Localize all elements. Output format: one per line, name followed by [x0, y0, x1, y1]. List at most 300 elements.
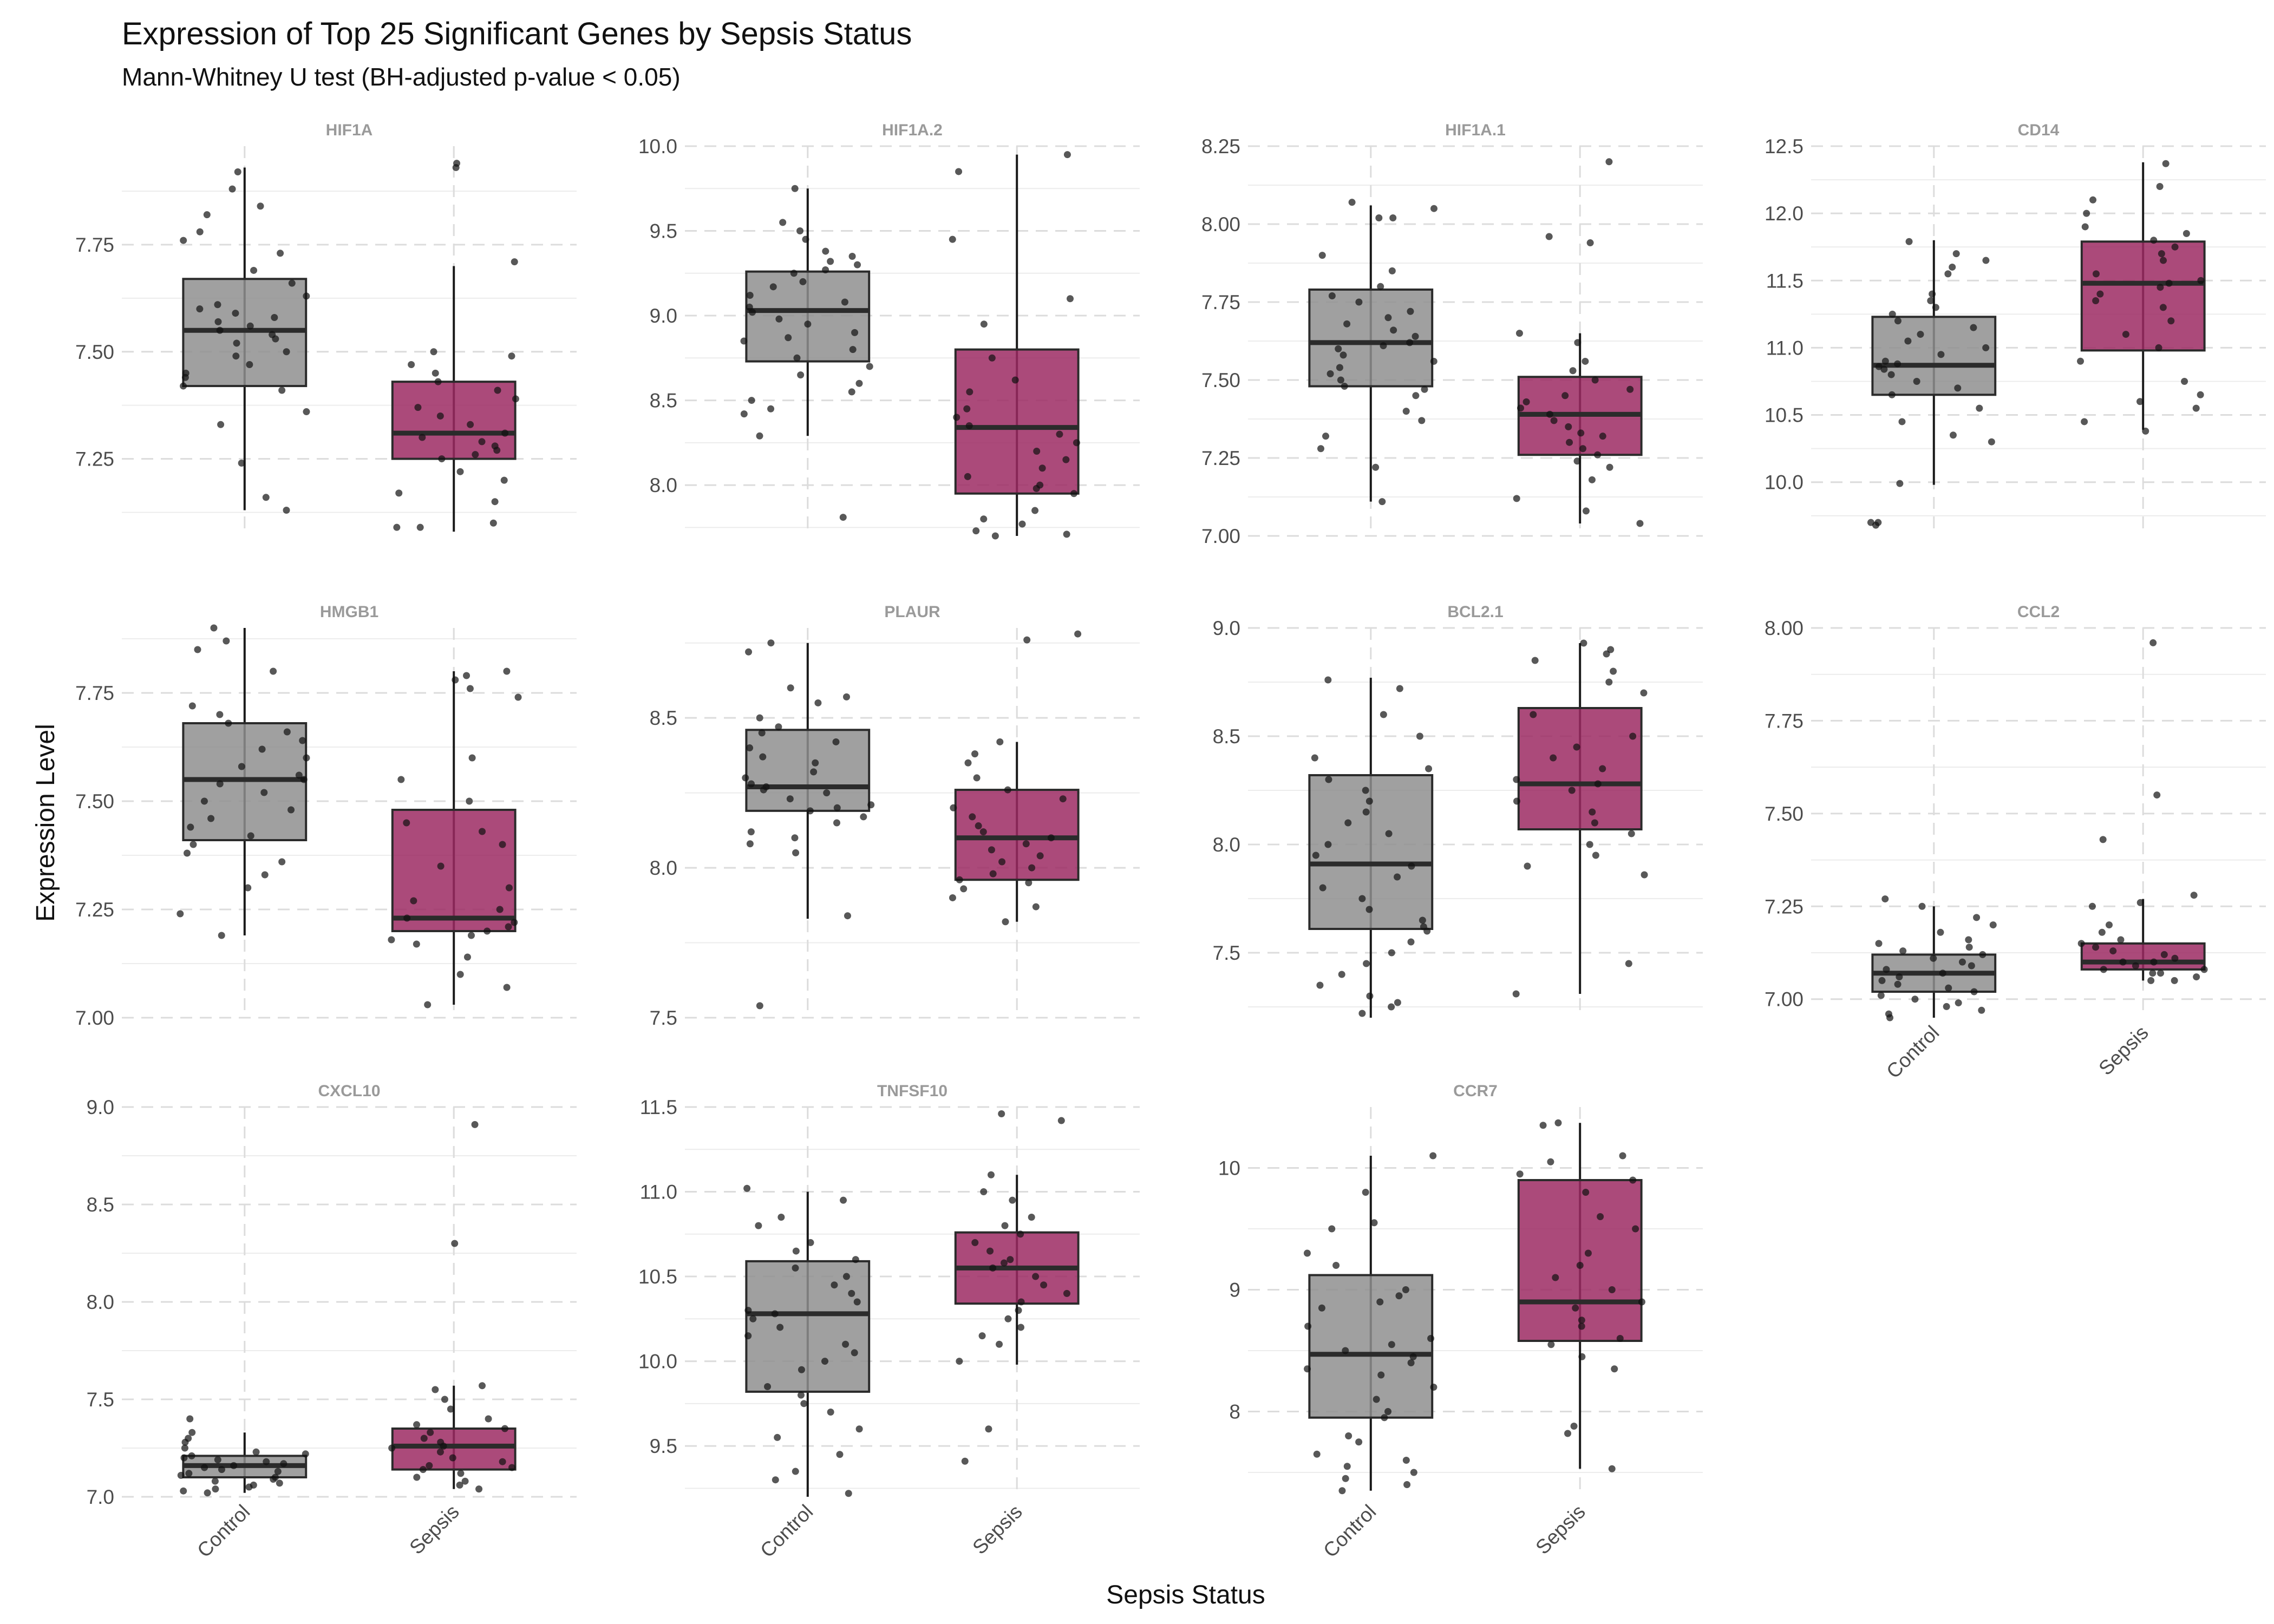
- data-point: [212, 1478, 219, 1485]
- data-point: [1344, 820, 1351, 827]
- data-point: [1982, 344, 1989, 351]
- data-point: [303, 292, 310, 299]
- data-point: [1039, 464, 1046, 472]
- chart-title: Expression of Top 25 Significant Genes by Sepsis Status: [122, 16, 912, 51]
- data-point: [848, 1290, 855, 1297]
- data-point: [1532, 657, 1539, 664]
- box-control: [746, 730, 869, 811]
- data-point: [413, 1421, 420, 1428]
- data-point: [851, 329, 858, 336]
- data-point: [992, 533, 999, 540]
- data-point: [1403, 1481, 1410, 1488]
- data-point: [1375, 214, 1382, 221]
- data-point: [218, 932, 225, 939]
- data-point: [1344, 1463, 1351, 1470]
- data-point: [300, 776, 308, 783]
- data-point: [996, 1341, 1003, 1348]
- data-point: [2083, 210, 2090, 217]
- data-point: [230, 1462, 237, 1469]
- data-point: [980, 1188, 987, 1195]
- data-point: [185, 1470, 192, 1477]
- data-point: [414, 404, 421, 411]
- data-point: [1965, 937, 1972, 944]
- data-point: [432, 370, 439, 377]
- y-tick-label: 9.5: [649, 1435, 677, 1458]
- data-point: [214, 318, 221, 325]
- data-point: [2191, 892, 2198, 899]
- data-point: [299, 737, 306, 744]
- data-point: [421, 1435, 428, 1442]
- data-point: [836, 1451, 843, 1458]
- data-point: [1410, 1469, 1417, 1476]
- x-tick-label: Sepsis: [405, 1500, 463, 1559]
- data-point: [437, 863, 445, 870]
- data-point: [796, 227, 803, 234]
- data-point: [998, 859, 1005, 866]
- data-point: [1327, 370, 1334, 377]
- data-point: [217, 421, 224, 428]
- data-point: [953, 414, 960, 421]
- data-point: [998, 1110, 1005, 1117]
- data-point: [1324, 841, 1331, 848]
- data-point: [840, 514, 847, 521]
- data-point: [1574, 339, 1581, 346]
- data-point: [1513, 495, 1520, 502]
- data-point: [1396, 1292, 1403, 1299]
- data-point: [2160, 304, 2167, 311]
- data-point: [1638, 1299, 1645, 1306]
- data-point: [238, 763, 245, 770]
- data-point: [827, 1409, 834, 1416]
- data-point: [1937, 929, 1944, 936]
- data-point: [217, 781, 224, 788]
- facet-panel-cd14: [1765, 121, 2266, 536]
- data-point: [749, 1315, 756, 1322]
- data-point: [1589, 809, 1596, 816]
- data-point: [464, 954, 471, 961]
- data-point: [1889, 391, 1896, 398]
- y-tick-label: 12.0: [1764, 202, 1803, 225]
- data-point: [1554, 1119, 1561, 1127]
- data-point: [748, 828, 755, 835]
- data-point: [1971, 988, 1978, 996]
- data-point: [854, 261, 861, 269]
- data-point: [1319, 252, 1326, 259]
- data-point: [798, 1366, 805, 1373]
- data-point: [1004, 1315, 1011, 1322]
- data-point: [848, 388, 855, 395]
- data-point: [214, 301, 221, 308]
- data-point: [1896, 480, 1903, 487]
- y-tick-label: 11.5: [639, 1096, 677, 1118]
- data-point: [1517, 1170, 1524, 1177]
- data-point: [1019, 521, 1026, 528]
- data-point: [280, 1460, 287, 1467]
- y-tick-label: 9.0: [86, 1096, 114, 1118]
- data-point: [483, 928, 491, 935]
- data-point: [1025, 879, 1032, 886]
- data-point: [1950, 431, 1957, 438]
- data-point: [424, 1001, 431, 1009]
- data-point: [303, 755, 310, 762]
- facet-strip-label: CCL2: [2017, 603, 2060, 621]
- data-point: [971, 1239, 978, 1246]
- data-point: [756, 1002, 763, 1009]
- data-point: [787, 795, 794, 802]
- data-point: [2120, 959, 2127, 966]
- data-point: [759, 754, 766, 761]
- data-point: [438, 455, 445, 462]
- data-point: [1540, 1122, 1547, 1129]
- data-point: [2171, 955, 2178, 962]
- data-point: [457, 971, 464, 978]
- data-point: [1968, 962, 1975, 970]
- data-point: [1377, 1372, 1384, 1379]
- data-point: [850, 346, 857, 353]
- data-point: [852, 1256, 859, 1263]
- data-point: [1017, 1324, 1024, 1331]
- data-point: [2089, 903, 2096, 910]
- data-point: [1578, 1317, 1585, 1324]
- data-point: [271, 314, 278, 321]
- data-point: [834, 804, 841, 811]
- data-point: [1603, 651, 1610, 658]
- data-point: [1388, 1004, 1395, 1011]
- data-point: [178, 1472, 185, 1479]
- y-tick-label: 8.5: [86, 1194, 114, 1216]
- data-point: [2100, 966, 2107, 973]
- data-point: [1312, 852, 1319, 859]
- data-point: [1937, 351, 1944, 358]
- data-point: [511, 919, 518, 926]
- data-point: [2132, 962, 2139, 970]
- data-point: [479, 1382, 486, 1389]
- y-tick-label: 7.25: [75, 899, 114, 921]
- data-point: [395, 489, 402, 496]
- data-point: [1878, 992, 1885, 999]
- y-tick-label: 7.5: [1212, 942, 1240, 964]
- data-point: [1966, 944, 1973, 951]
- data-point: [1317, 445, 1324, 452]
- data-point: [989, 1265, 996, 1272]
- data-point: [257, 202, 264, 209]
- data-point: [2157, 183, 2164, 190]
- data-point: [966, 388, 973, 395]
- data-point: [810, 768, 817, 775]
- data-point: [287, 807, 295, 814]
- data-point: [1416, 733, 1423, 740]
- data-point: [1574, 457, 1581, 464]
- data-point: [1048, 834, 1055, 841]
- data-point: [1571, 1423, 1578, 1430]
- data-point: [1913, 378, 1920, 385]
- data-point: [779, 219, 786, 226]
- data-point: [1418, 417, 1425, 424]
- data-point: [759, 729, 766, 736]
- data-point: [777, 1214, 785, 1221]
- data-point: [1032, 1273, 1039, 1280]
- data-point: [742, 774, 749, 781]
- data-point: [2142, 428, 2149, 435]
- y-tick-label: 7.00: [1764, 988, 1803, 1011]
- data-point: [2181, 378, 2188, 385]
- data-point: [2106, 921, 2113, 928]
- data-point: [499, 1458, 506, 1465]
- data-point: [985, 1425, 992, 1432]
- data-point: [393, 524, 400, 531]
- data-point: [214, 1456, 221, 1463]
- y-tick-label: 7.0: [86, 1486, 114, 1508]
- data-point: [1340, 351, 1347, 358]
- data-point: [1430, 358, 1437, 365]
- data-point: [774, 1434, 781, 1441]
- data-point: [1929, 291, 1936, 298]
- data-point: [772, 1310, 779, 1317]
- data-point: [2092, 944, 2099, 951]
- data-point: [2183, 230, 2190, 237]
- data-point: [479, 438, 486, 445]
- data-point: [1530, 711, 1537, 718]
- data-point: [1407, 939, 1414, 946]
- data-point: [508, 1464, 515, 1471]
- data-point: [493, 447, 500, 454]
- data-point: [1396, 685, 1403, 692]
- data-point: [515, 694, 522, 701]
- data-point: [197, 228, 204, 235]
- data-point: [1599, 765, 1606, 772]
- data-point: [2172, 244, 2179, 251]
- data-point: [2136, 398, 2144, 405]
- data-point: [1943, 1003, 1950, 1010]
- y-tick-label: 11.5: [1766, 270, 1803, 292]
- data-point: [1949, 264, 1956, 271]
- facet-panel-bcl2-1: [1213, 603, 1703, 1018]
- data-point: [2150, 237, 2157, 244]
- data-point: [1629, 1177, 1636, 1184]
- data-point: [2193, 973, 2200, 980]
- data-point: [833, 738, 840, 745]
- data-point: [1376, 1299, 1383, 1306]
- data-point: [1304, 1250, 1311, 1257]
- data-point: [1911, 996, 1918, 1003]
- data-point: [1990, 921, 1997, 928]
- data-point: [775, 723, 782, 730]
- data-point: [475, 1485, 482, 1492]
- data-point: [964, 473, 971, 480]
- data-point: [1384, 314, 1391, 321]
- data-point: [996, 738, 1003, 745]
- facet-strip-label: PLAUR: [884, 603, 940, 621]
- data-point: [177, 911, 184, 918]
- y-tick-label: 7.75: [75, 682, 114, 704]
- data-point: [1610, 668, 1617, 675]
- facet-strip-label: BCL2.1: [1447, 603, 1504, 621]
- data-point: [260, 789, 267, 796]
- y-tick-label: 7.50: [75, 340, 114, 363]
- data-point: [303, 408, 310, 415]
- data-point: [284, 729, 291, 736]
- box-control: [1309, 1275, 1432, 1418]
- data-point: [990, 870, 997, 878]
- data-point: [1380, 342, 1387, 349]
- data-point: [1380, 711, 1387, 718]
- data-point: [748, 397, 755, 404]
- data-point: [469, 755, 476, 762]
- data-point: [212, 1485, 219, 1492]
- data-point: [1516, 330, 1523, 337]
- data-point: [2150, 959, 2157, 966]
- data-point: [2092, 297, 2099, 304]
- data-point: [485, 1416, 492, 1423]
- data-point: [457, 1470, 464, 1477]
- data-point: [503, 668, 510, 675]
- data-point: [2197, 391, 2204, 398]
- data-point: [1314, 1451, 1321, 1458]
- data-point: [756, 433, 763, 440]
- data-point: [792, 849, 799, 856]
- data-point: [1009, 1197, 1016, 1204]
- data-point: [1513, 798, 1520, 805]
- data-point: [262, 872, 269, 879]
- data-point: [831, 1281, 838, 1288]
- data-point: [1408, 863, 1415, 870]
- data-point: [1311, 755, 1318, 762]
- data-point: [259, 746, 266, 753]
- data-point: [845, 1490, 852, 1497]
- data-point: [403, 915, 410, 922]
- y-tick-label: 8.5: [649, 707, 677, 730]
- data-point: [302, 1450, 309, 1457]
- x-tick-label: Sepsis: [2094, 1021, 2153, 1080]
- data-point: [1896, 973, 1903, 980]
- y-tick-label: 8.0: [86, 1291, 114, 1313]
- data-point: [2166, 280, 2173, 287]
- data-point: [989, 355, 996, 362]
- data-point: [1358, 1010, 1365, 1017]
- data-point: [189, 703, 196, 710]
- data-point: [1362, 787, 1369, 794]
- data-point: [1430, 205, 1437, 212]
- data-point: [186, 1416, 193, 1423]
- data-point: [449, 1455, 456, 1462]
- data-point: [1373, 1396, 1380, 1403]
- data-point: [849, 253, 856, 260]
- facet-panel-cxcl10: [87, 1082, 577, 1562]
- data-point: [238, 460, 245, 467]
- box-sepsis: [1519, 1180, 1642, 1341]
- data-point: [772, 1476, 779, 1483]
- data-point: [1063, 1290, 1070, 1297]
- data-point: [745, 649, 752, 656]
- data-point: [1932, 304, 1939, 311]
- box-sepsis: [956, 350, 1079, 494]
- facet-panel-hif1a: [75, 121, 577, 536]
- data-point: [437, 412, 444, 420]
- data-point: [201, 1464, 208, 1471]
- y-axis-title: Expression Level: [31, 724, 60, 922]
- y-tick-label: 8.25: [1201, 135, 1240, 158]
- data-point: [419, 434, 426, 441]
- data-point: [1001, 1222, 1008, 1229]
- data-point: [791, 834, 798, 841]
- data-point: [467, 685, 474, 692]
- data-point: [1954, 384, 1961, 391]
- data-point: [1566, 439, 1573, 446]
- data-point: [1513, 991, 1520, 998]
- data-point: [2167, 317, 2174, 324]
- data-point: [1381, 1414, 1388, 1421]
- data-point: [201, 798, 208, 805]
- y-tick-label: 8.5: [649, 389, 677, 412]
- data-point: [492, 498, 499, 505]
- data-point: [1919, 903, 1926, 910]
- data-point: [1906, 238, 1913, 245]
- data-point: [1372, 464, 1379, 471]
- facet-panel-plaur: [650, 603, 1140, 1029]
- box-sepsis: [1519, 708, 1642, 829]
- data-point: [430, 348, 437, 355]
- data-point: [218, 1466, 225, 1473]
- data-point: [2157, 284, 2164, 291]
- data-point: [1546, 411, 1553, 418]
- data-point: [505, 924, 512, 931]
- data-point: [1341, 383, 1348, 390]
- data-point: [1402, 1286, 1409, 1293]
- data-point: [2100, 836, 2107, 843]
- data-point: [1976, 405, 1983, 412]
- data-point: [792, 1468, 799, 1475]
- data-point: [747, 840, 754, 847]
- x-tick-label: Sepsis: [968, 1500, 1027, 1559]
- data-point: [988, 846, 995, 853]
- data-point: [1894, 981, 1901, 988]
- data-point: [1569, 787, 1576, 794]
- data-point: [1412, 392, 1419, 399]
- data-point: [426, 1462, 433, 1469]
- data-point: [1886, 1014, 1893, 1021]
- y-tick-label: 7.25: [1201, 447, 1240, 469]
- y-tick-label: 8.5: [1212, 725, 1240, 748]
- y-tick-label: 11.0: [639, 1181, 677, 1203]
- data-point: [1389, 214, 1396, 221]
- data-point: [270, 1476, 277, 1483]
- data-point: [397, 776, 404, 783]
- data-point: [217, 327, 224, 334]
- data-point: [1978, 1007, 1985, 1014]
- data-point: [2161, 951, 2168, 958]
- data-point: [1403, 1457, 1410, 1464]
- y-tick-label: 9.5: [649, 220, 677, 243]
- data-point: [1583, 507, 1590, 514]
- data-point: [501, 1425, 508, 1432]
- data-point: [1322, 433, 1329, 440]
- data-point: [741, 338, 748, 345]
- data-point: [1366, 798, 1373, 805]
- data-point: [447, 1406, 454, 1413]
- data-point: [1062, 456, 1069, 463]
- data-point: [1904, 338, 1911, 345]
- data-point: [1577, 429, 1584, 436]
- data-point: [1412, 333, 1419, 340]
- data-point: [1408, 1359, 1415, 1366]
- data-point: [1898, 418, 1905, 425]
- data-point: [1388, 1341, 1395, 1348]
- box-control: [746, 1261, 869, 1392]
- data-point: [1979, 951, 1986, 958]
- data-point: [1056, 431, 1063, 438]
- data-point: [1338, 971, 1345, 978]
- data-point: [1074, 631, 1081, 638]
